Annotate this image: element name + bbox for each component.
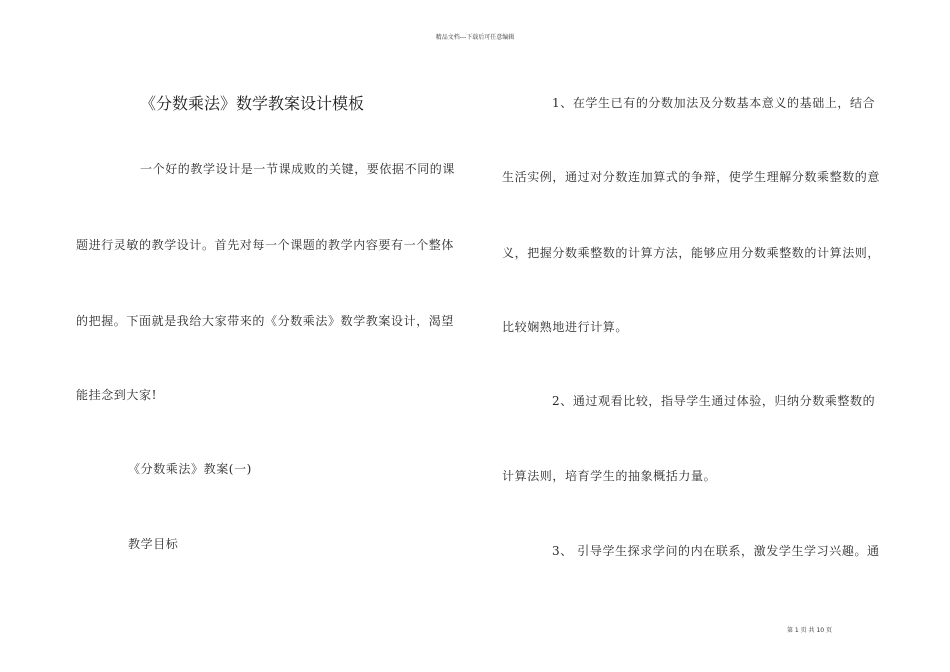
paragraph-line: 3、 引导学生探求学问的内在联系，激发学生学习兴趣。通	[552, 544, 880, 558]
paragraph-line: 一个好的教学设计是一节课成败的关键，要依据不同的课	[140, 162, 456, 176]
paragraph-line: 1、在学生已有的分数加法及分数基本意义的基础上，结合	[552, 96, 876, 110]
section-heading: 《分数乘法》教案(一)	[128, 462, 252, 476]
paragraph-line: 2、通过观看比较，指导学生通过体验，归纳分数乘整数的	[552, 394, 876, 408]
page-header: 精品文档---下载后可任意编辑	[435, 34, 515, 41]
paragraph-line: 比较娴熟地进行计算。	[502, 320, 629, 334]
paragraph-line: 义，把握分数乘整数的计算方法，能够应用分数乘整数的计算法则，	[502, 246, 881, 260]
document-title: 《分数乘法》数学教案设计模板	[140, 94, 365, 113]
paragraph-line: 能挂念到大家!	[76, 388, 158, 402]
subsection-heading: 教学目标	[128, 537, 179, 551]
paragraph-line: 的把握。下面就是我给大家带来的《分数乘法》数学教案设计，渴望	[76, 314, 455, 328]
paragraph-line: 题进行灵敏的教学设计。首先对每一个课题的教学内容要有一个整体	[76, 238, 455, 252]
paragraph-line: 生活实例，通过对分数连加算式的争辩，使学生理解分数乘整数的意	[502, 170, 881, 184]
paragraph-line: 计算法则，培育学生的抽象概括力量。	[502, 469, 717, 483]
page-number: 第 1 页 共 10 页	[787, 627, 832, 634]
